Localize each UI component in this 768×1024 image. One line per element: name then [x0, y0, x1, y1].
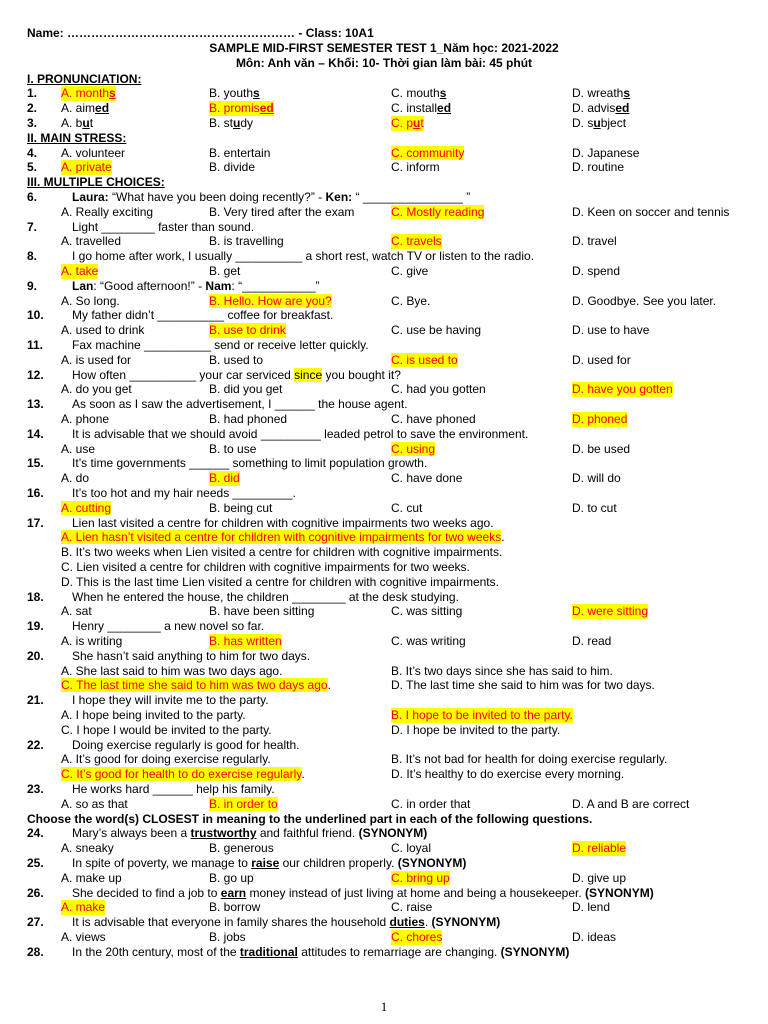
section-multiple-choices: III. MULTIPLE CHOICES:	[27, 175, 165, 190]
option-c: C. loyal	[391, 841, 432, 856]
question-22-stem: 22. Doing exercise regularly is good for health.	[27, 737, 300, 752]
section-closest-meaning: Choose the word(s) CLOSEST in meaning to the underlined part in each of the following questions.	[27, 811, 593, 826]
question-13-stem: 13. As soon as I saw the advertisement, I ______ the house agent.	[27, 397, 408, 412]
question-8-stem: 8. I go home after work, I usually __________ a short rest, watch TV or listen to the radio.	[27, 249, 535, 264]
question-15-options	[0, 471, 768, 486]
option-a: A. sneaky	[61, 841, 114, 856]
option-b: B. go up	[209, 870, 254, 885]
option-c: C. use be having	[391, 323, 482, 338]
name-blank: …………………………………………………	[67, 26, 296, 40]
question-4: 4. A. volunteer B. entertain C. community D. Japanese	[27, 145, 640, 160]
question-13-options	[0, 412, 768, 427]
option-a: A. use	[61, 441, 96, 456]
option-a: A. so as that	[61, 796, 128, 811]
option-c: C. using	[391, 441, 436, 456]
option-d: D. lend	[572, 900, 611, 915]
option-b: B. jobs	[209, 929, 246, 944]
question-18-stem: 18. When he entered the house, the children ________ at the desk studying.	[27, 589, 459, 604]
question-20-options-ab	[0, 664, 768, 679]
question-14-stem: 14. It is advisable that we should avoid _________ leaded petrol to save the environment.	[27, 426, 529, 441]
option-d: D. phoned	[572, 411, 628, 426]
option-d: D. subject	[572, 115, 627, 130]
option-a: A. Really exciting	[61, 204, 154, 219]
option-a: A. do	[61, 471, 90, 486]
option-c: C. cut	[391, 500, 423, 515]
option-a: A. views	[61, 929, 106, 944]
option-d: D. ideas	[572, 929, 617, 944]
question-10-options	[0, 323, 768, 338]
question-26-stem: 26. She decided to find a job to earn money instead of just living at home and being a housekeeper. (SYNONYM)	[27, 885, 654, 900]
page-number: 1	[380, 999, 388, 1014]
question-19-options	[0, 634, 768, 649]
question-22-options-ab	[0, 752, 768, 767]
option-c: C. put	[391, 115, 424, 130]
option-d: D. It’s healthy to do exercise every morning.	[391, 767, 625, 782]
option-a: A. is used for	[61, 352, 132, 367]
question-7-options	[0, 234, 768, 249]
option-b: B. promised	[209, 101, 274, 116]
option-a: A. So long.	[61, 293, 120, 308]
question-10-stem: 10. My father didn’t __________ coffee for breakfast.	[27, 308, 334, 323]
option-a: A. used to drink	[61, 323, 145, 338]
option-c: C. I hope I would be invited to the party.	[61, 722, 272, 737]
question-16-options	[0, 501, 768, 516]
option-c: C. have phoned	[391, 411, 476, 426]
option-d: D. routine	[572, 160, 625, 175]
question-21-stem: 21. I hope they will invite me to the party.	[27, 693, 269, 708]
question-23-stem: 23. He works hard ______ help his family.	[27, 781, 275, 796]
option-a: A. cutting	[61, 500, 112, 515]
option-a: A. travelled	[61, 234, 122, 249]
question-28-stem: 28. In the 20th century, most of the traditional attitudes to remarriage are changing. (SYNONYM)	[27, 944, 570, 959]
option-a: A. She last said to him was two days ago.	[61, 663, 283, 678]
question-27-options	[0, 930, 768, 945]
option-d: D. have you gotten	[572, 382, 673, 397]
option-b: B. had phoned	[209, 411, 288, 426]
option-b: B. being cut	[209, 500, 273, 515]
question-20-stem: 20. She hasn’t said anything to him for two days.	[27, 648, 311, 663]
question-11-options	[0, 353, 768, 368]
option-a: A. months	[61, 86, 116, 101]
question-25-options	[0, 871, 768, 886]
option-c: C. inform	[391, 160, 440, 175]
option-c: C. Mostly reading	[391, 204, 485, 219]
option-a: A. make up	[61, 870, 122, 885]
option-a: A. phone	[61, 411, 110, 426]
option-d: D. A and B are correct	[572, 796, 690, 811]
question-18-options	[0, 604, 768, 619]
option-a: A. but	[61, 115, 94, 130]
test-subtitle: Môn: Anh văn – Khối: 10- Thời gian làm bài: 45 phút	[235, 56, 533, 70]
option-b: B. borrow	[209, 900, 261, 915]
option-a: A. I hope being invited to the party.	[61, 707, 246, 722]
question-24-options	[0, 841, 768, 856]
option-b: B. used to	[209, 352, 264, 367]
question-17-option-a: A. Lien hasn’t visited a centre for children with cognitive impairments for two weeks.	[61, 530, 505, 545]
option-c: C. had you gotten	[391, 382, 486, 397]
question-1: 1. A. months B. youths C. mouths D. wreaths	[27, 86, 631, 101]
option-a: A. do you get	[61, 382, 132, 397]
option-b: B. has written	[209, 633, 282, 648]
option-c: C. in order that	[391, 796, 471, 811]
option-d: D. The last time she said to him was for two days.	[391, 678, 655, 693]
name-line	[0, 26, 768, 41]
option-d: D. Keen on soccer and tennis	[572, 204, 730, 219]
question-27-stem: 27. It is advisable that everyone in family shares the household duties. (SYNONYM)	[27, 915, 501, 930]
question-15-stem: 15. It’s time governments ______ something to limit population growth.	[27, 456, 428, 471]
question-12-stem: 12. How often __________ your car serviced since you bought it?	[27, 367, 401, 382]
option-a: A. It’s good for doing exercise regularly.	[61, 752, 271, 767]
option-c: C. travels	[391, 234, 442, 249]
option-b: B. divide	[209, 160, 256, 175]
section-main-stress: II. MAIN STRESS:	[27, 130, 127, 145]
question-26-options	[0, 900, 768, 915]
option-b: B. get	[209, 263, 241, 278]
option-b: B. I hope to be invited to the party.	[391, 707, 573, 722]
question-25-stem: 25. In spite of poverty, we manage to raise our children properly. (SYNONYM)	[27, 855, 467, 870]
option-c: C. community	[391, 145, 465, 160]
option-d: D. to cut	[572, 500, 617, 515]
question-22-options-cd	[0, 767, 768, 782]
option-d: D. spend	[572, 263, 621, 278]
option-a: A. is writing	[61, 633, 123, 648]
option-c: C. was writing	[391, 633, 466, 648]
question-21-options-ab	[0, 708, 768, 723]
option-b: B. did you get	[209, 382, 283, 397]
option-c: C. Bye.	[391, 293, 431, 308]
question-3: 3. A. but B. study C. put D. subject	[27, 115, 627, 130]
option-d: D. Goodbye. See you later.	[572, 293, 717, 308]
question-12-options	[0, 382, 768, 397]
question-6-options	[0, 205, 768, 220]
question-2: 2. A. aimed B. promised C. installed D. advised	[27, 101, 630, 116]
question-14-options	[0, 442, 768, 457]
option-c: C. raise	[391, 900, 433, 915]
option-c: C. The last time she said to him was two days ago.	[61, 678, 331, 693]
option-b: B. to use	[209, 441, 257, 456]
question-23-options	[0, 797, 768, 812]
option-d: D. be used	[572, 441, 631, 456]
option-a: A. aimed	[61, 101, 110, 116]
option-c: C. was sitting	[391, 604, 463, 619]
option-c: C. mouths	[391, 86, 447, 101]
question-17-stem: 17. Lien last visited a centre for children with cognitive impairments two weeks ago.	[27, 515, 494, 530]
question-11-stem: 11. Fax machine __________ send or receive letter quickly.	[27, 337, 369, 352]
option-c: C. have done	[391, 471, 463, 486]
option-c: C. installed	[391, 101, 452, 116]
option-d: D. used for	[572, 352, 631, 367]
option-b: B. in order to	[209, 796, 278, 811]
option-b: B. use to drink	[209, 323, 286, 338]
question-21-options-cd	[0, 723, 768, 738]
option-b: B. It’s two days since she has said to him.	[391, 663, 613, 678]
test-title: SAMPLE MID-FIRST SEMESTER TEST 1_Năm học: 2021-2022	[209, 41, 559, 55]
question-24-stem: 24. Mary’s always been a trustworthy and faithful friend. (SYNONYM)	[27, 826, 428, 841]
option-c: C. is used to	[391, 352, 458, 367]
option-d: D. use to have	[572, 323, 650, 338]
question-6-stem: 6. Laura: “What have you been doing recently?” - Ken: “ _______________ ”	[27, 189, 471, 204]
option-c: C. give	[391, 263, 429, 278]
question-8-options	[0, 264, 768, 279]
option-c: C. chores	[391, 929, 443, 944]
option-d: D. will do	[572, 471, 621, 486]
option-b: B. youths	[209, 86, 260, 101]
option-b: B. Hello. How are you?	[209, 293, 332, 308]
question-17-option-b: B. It’s two weeks when Lien visited a centre for children with cognitive impairments.	[61, 545, 503, 560]
question-17-option-c: C. Lien visited a centre for children with cognitive impairments for two weeks.	[61, 559, 470, 574]
option-d: D. Japanese	[572, 145, 640, 160]
option-a: A. private	[61, 160, 112, 175]
section-pronunciation: I. PRONUNCIATION:	[27, 71, 142, 86]
option-a: A. sat	[61, 604, 92, 619]
class-text: - Class: 10A1	[298, 26, 374, 40]
option-d: D. travel	[572, 234, 617, 249]
option-d: D. give up	[572, 870, 627, 885]
option-a: A. volunteer	[61, 145, 126, 160]
option-b: B. is travelling	[209, 234, 284, 249]
option-a: A. take	[61, 263, 99, 278]
option-b: B. study	[209, 115, 254, 130]
option-b: B. have been sitting	[209, 604, 315, 619]
option-c: C. bring up	[391, 870, 450, 885]
question-19-stem: 19. Henry ________ a new novel so far.	[27, 619, 265, 634]
question-5: 5. A. private B. divide C. inform D. routine	[27, 160, 625, 175]
option-c: C. It’s good for health to do exercise regularly.	[61, 767, 305, 782]
question-16-stem: 16. It’s too hot and my hair needs _________.	[27, 485, 296, 500]
option-b: B. did	[209, 471, 240, 486]
option-d: D. wreaths	[572, 86, 631, 101]
option-d: D. advised	[572, 101, 630, 116]
question-9-stem: 9. Lan: “Good afternoon!” - Nam: “___________”	[27, 278, 320, 293]
option-b: B. generous	[209, 841, 274, 856]
option-d: D. reliable	[572, 841, 627, 856]
option-b: B. Very tired after the exam	[209, 204, 355, 219]
option-b: B. It’s not bad for health for doing exercise regularly.	[391, 752, 668, 767]
option-b: B. entertain	[209, 145, 271, 160]
option-d: D. were sitting	[572, 604, 649, 619]
question-20-options-cd	[0, 678, 768, 693]
name-label: Name:	[27, 26, 64, 40]
option-a: A. make	[61, 900, 106, 915]
question-9-options	[0, 294, 768, 309]
question-7-stem: 7. Light ________ faster than sound.	[27, 219, 255, 234]
option-d: D. read	[572, 633, 612, 648]
option-d: D. I hope be invited to the party.	[391, 722, 561, 737]
question-17-option-d: D. This is the last time Lien visited a centre for children with cognitive impairments.	[61, 574, 499, 589]
